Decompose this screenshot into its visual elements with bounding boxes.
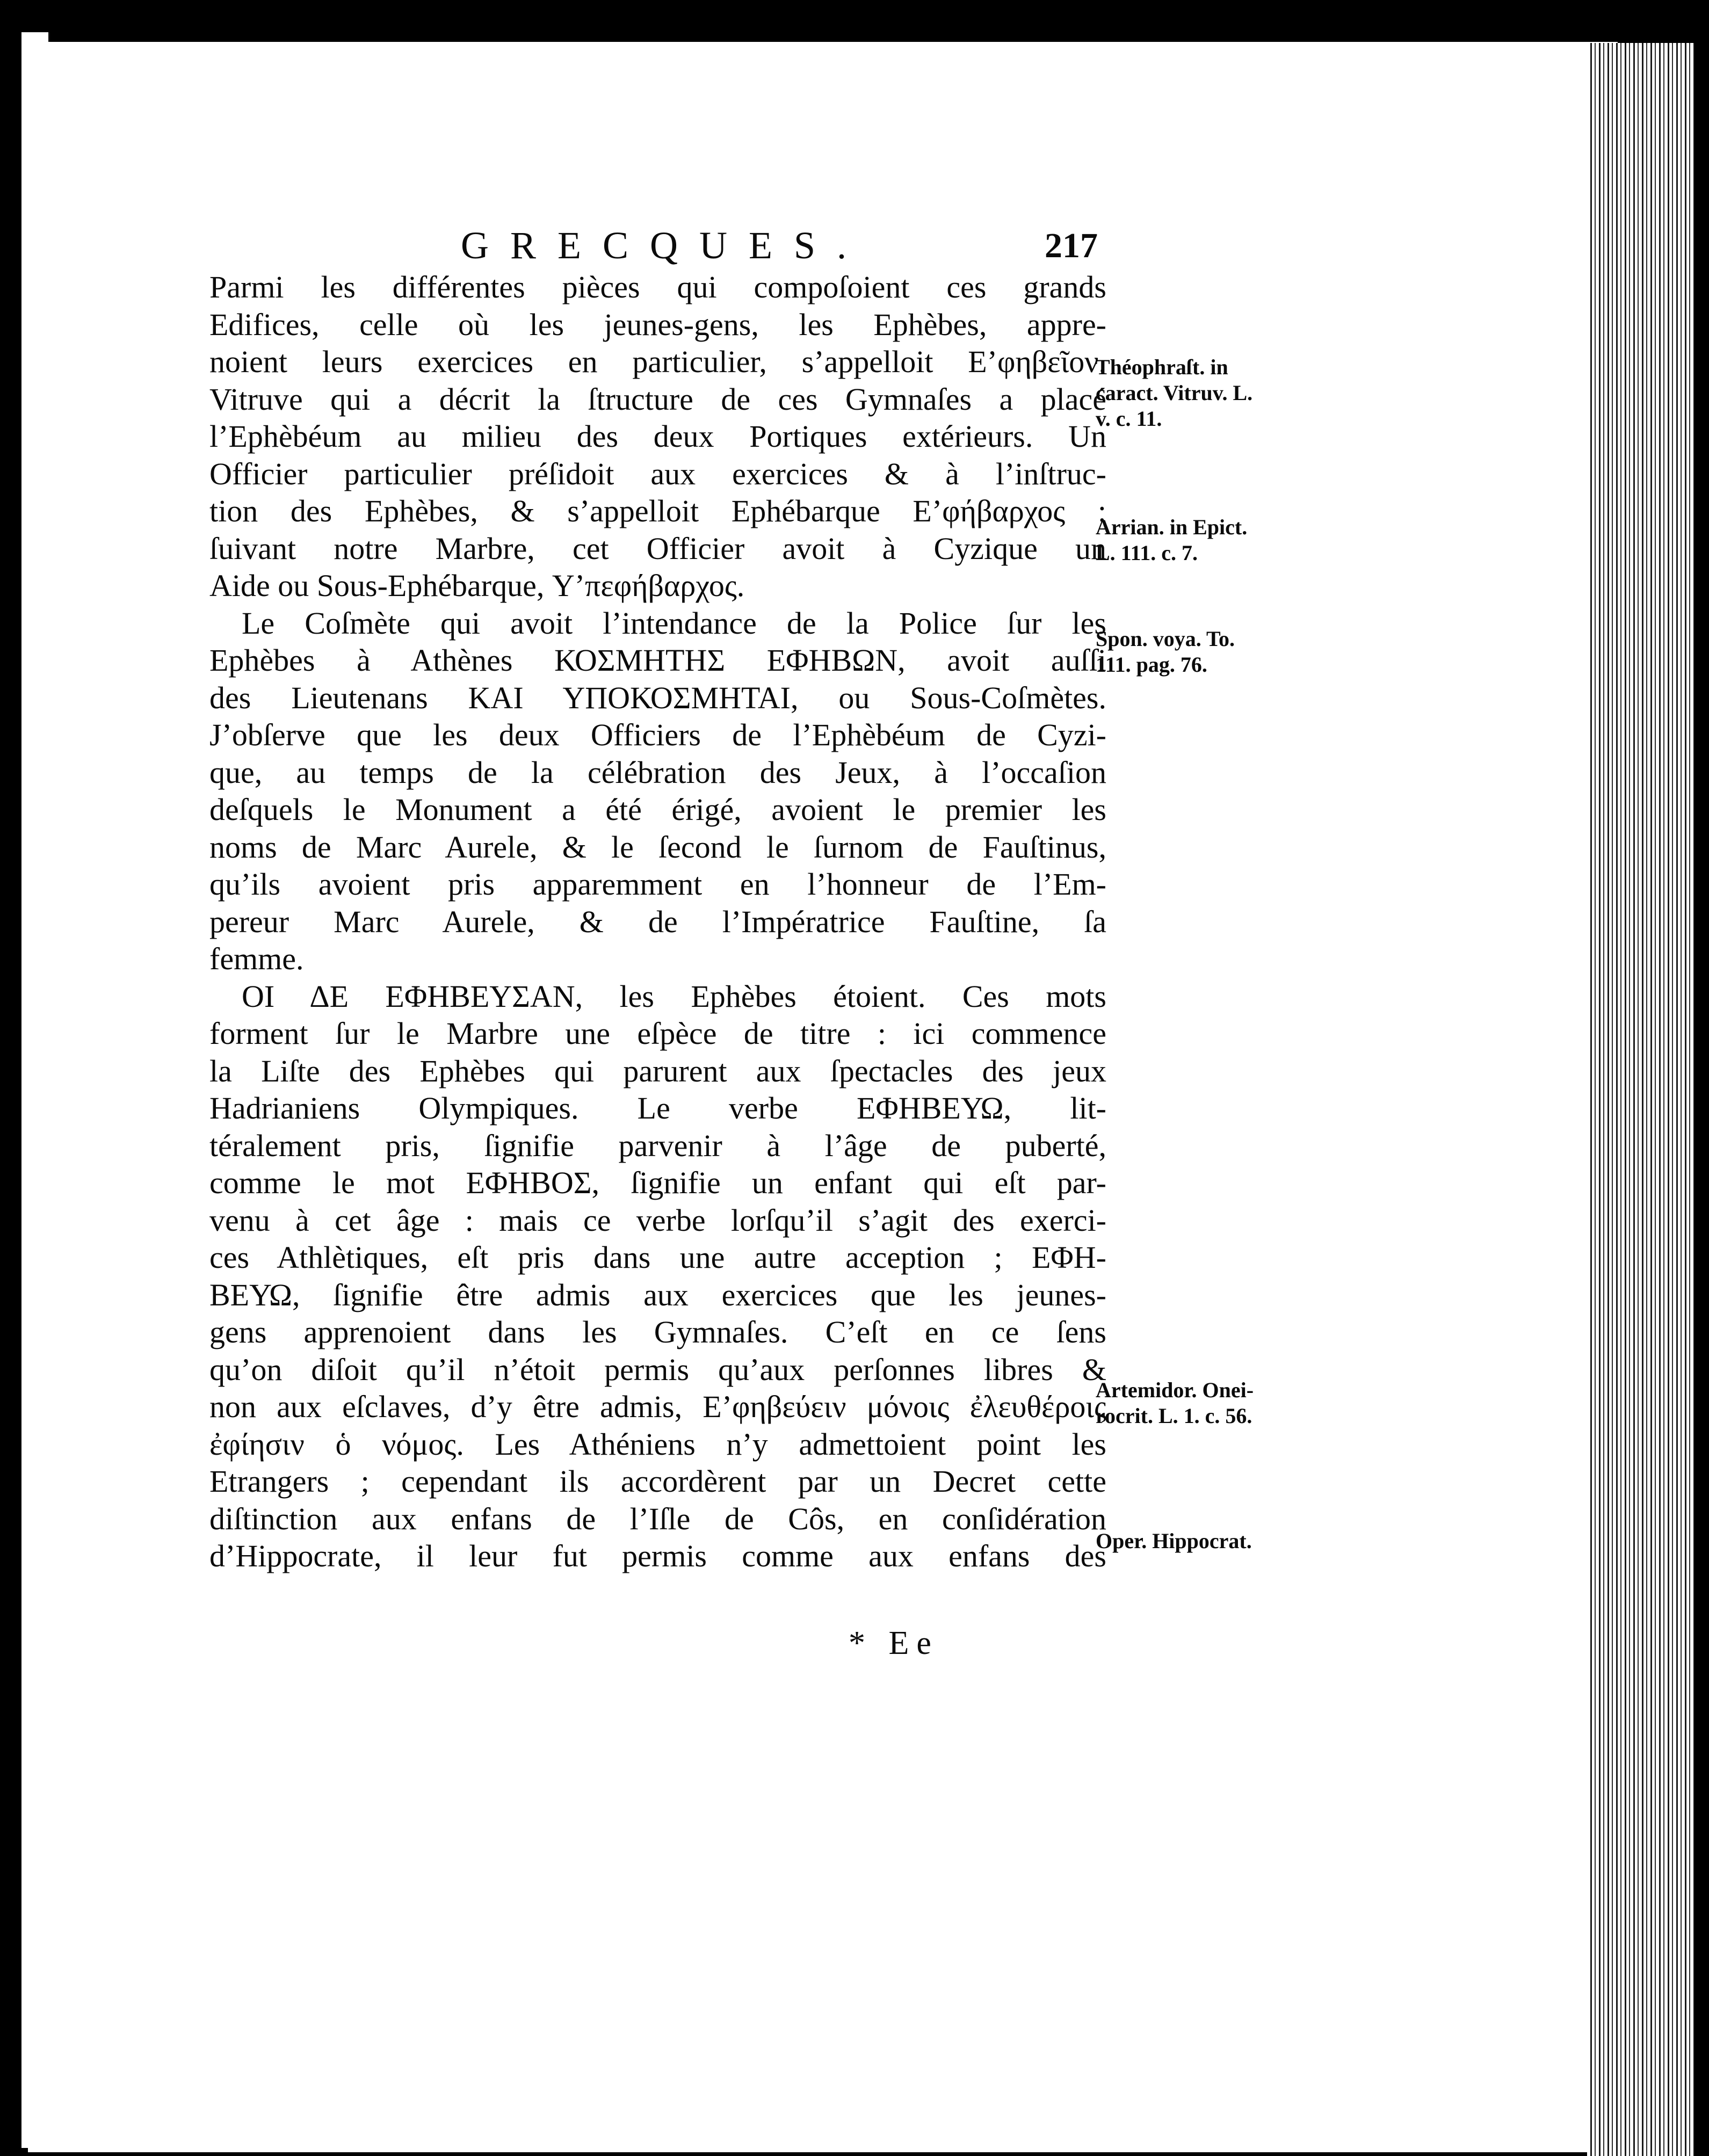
- text-line: non aux eſclaves, d’y être admis, Ε’φηβεύειν μόνοις ἐλευθέροις: [209, 1389, 1106, 1424]
- text-line: venu à cet âge : mais ce verbe lorſqu’il s’agit des exerci-: [209, 1202, 1106, 1238]
- margin-note-line: v. c. 11.: [1096, 406, 1162, 431]
- text-line: des Lieutenans ΚΑΙ ΥΠΟΚΟΣΜΗΤΑΙ, ou Sous-Coſmètes.: [209, 680, 1106, 715]
- text-line: diſtinction aux enfans de l’Iſle de Côs, en conſidération: [209, 1501, 1106, 1536]
- margin-note-arrian: [1096, 514, 1321, 566]
- text-line: gens apprenoient dans les Gymnaſes. C’eſt en ce ſens: [209, 1315, 1106, 1349]
- text-line: noient leurs exercices en particulier, s’appelloit Ε’φηβεῖον.: [209, 344, 1106, 379]
- text-line: Le Coſmète qui avoit l’intendance de la Police ſur les: [242, 605, 1106, 641]
- text-line: l’Ephèbéum au milieu des deux Portiques extérieurs. Un: [209, 419, 1106, 454]
- margin-note-line: Spon. voya. To.: [1096, 627, 1235, 651]
- main-text-block: [209, 268, 1106, 1575]
- text-line: ΟΙ ΔΕ ΕΦΗΒΕΥΣΑΝ, les Ephèbes étoient. Ces mots: [242, 978, 1106, 1014]
- margin-note-line: Arrian. in Epict.: [1096, 515, 1248, 539]
- text-line: comme le mot ΕΦΗΒΟΣ, ſignifie un enfant qui eſt par-: [209, 1165, 1106, 1200]
- margin-note-line: L. 111. c. 7.: [1096, 541, 1198, 565]
- text-line: Parmi les différentes pièces qui compoſoient ces grands: [209, 270, 1106, 304]
- margin-note-line: Théophraſt. in: [1096, 355, 1228, 379]
- text-line: Hadrianiens Olympiques. Le verbe ΕΦΗΒΕΥΩ, lit-: [209, 1091, 1106, 1126]
- margin-note-line: 111. pag. 76.: [1096, 652, 1207, 677]
- margin-note-artemidor: [1096, 1377, 1321, 1429]
- margin-note-hippocrat: [1096, 1528, 1321, 1554]
- text-line: la Liſte des Ephèbes qui parurent aux ſpectacles des jeux: [209, 1053, 1106, 1088]
- text-line: forment ſur le Marbre une eſpèce de titre : ici commence: [209, 1016, 1106, 1051]
- text-line: d’Hippocrate, il leur fut permis comme aux enfans des: [209, 1538, 1106, 1573]
- text-line: ΒΕΥΩ, ſignifie être admis aux exercices que les jeunes-: [209, 1277, 1106, 1312]
- margin-note-line: rocrit. L. 1. c. 56.: [1096, 1404, 1252, 1428]
- page-number: 217: [1045, 226, 1098, 265]
- margin-note-theophrast: [1096, 354, 1321, 432]
- margin-note-line: Artemidor. Onei-: [1096, 1378, 1254, 1402]
- text-line: téralement pris, ſignifie parvenir à l’âge de puberté,: [209, 1128, 1106, 1163]
- text-line: ἐφίησιν ὁ νόμος. Les Athéniens n’y admettoient point les: [209, 1426, 1106, 1462]
- text-line: deſquels le Monument a été érigé, avoient le premier les: [209, 792, 1106, 827]
- page-header: [0, 223, 1709, 266]
- running-head: GRECQUES.: [461, 224, 868, 267]
- text-line: qu’on diſoit qu’il n’étoit permis qu’aux perſonnes libres &: [209, 1352, 1106, 1387]
- margin-note-spon: [1096, 626, 1321, 678]
- text-line: Aide ou Sous-Ephébarque, Υ’πεφήβαρχος.: [209, 568, 745, 603]
- text-line: pereur Marc Aurele, & de l’Impératrice Fauſtine, ſa: [209, 904, 1106, 939]
- text-line: que, au temps de la célébration des Jeux, à l’occaſion: [209, 754, 1106, 790]
- text-line: Ephèbes à Athènes ΚΟΣΜΗΤΗΣ ΕΦΗΒΩΝ, avoit auſſi: [209, 643, 1106, 678]
- text-line: noms de Marc Aurele, & le ſecond le ſurnom de Fauſtinus,: [209, 829, 1106, 865]
- text-line: tion des Ephèbes, & s’appelloit Ephébarque Ε’φήβαρχος :: [209, 493, 1106, 528]
- page-fore-edge: [1587, 43, 1694, 2156]
- text-line: Vitruve qui a décrit la ſtructure de ces Gymnaſes a placé: [209, 381, 1106, 417]
- paragraph-1: [209, 268, 1106, 605]
- text-line: Edifices, celle où les jeunes-gens, les Ephèbes, appre-: [209, 307, 1106, 342]
- text-line: femme.: [209, 941, 304, 976]
- text-line: qu’ils avoient pris apparemment en l’honneur de l’Em-: [209, 867, 1106, 902]
- catchword: * Ee: [849, 1625, 939, 1661]
- margin-note-line: caract. Vitruv. L.: [1096, 381, 1253, 405]
- paragraph-2: [209, 605, 1106, 978]
- text-line: Officier particulier préſidoit aux exercices & à l’inſtruc-: [209, 456, 1106, 491]
- paragraph-3: [209, 978, 1106, 1575]
- text-line: Etrangers ; cependant ils accordèrent par un Decret cette: [209, 1464, 1106, 1499]
- text-line: ces Athlètiques, eſt pris dans une autre acception ; ΕΦΗ-: [209, 1240, 1106, 1275]
- text-line: ſuivant notre Marbre, cet Officier avoit à Cyzique un: [209, 531, 1106, 566]
- margin-note-line: Oper. Hippocrat.: [1096, 1529, 1252, 1553]
- text-line: J’obſerve que les deux Officiers de l’Ephèbéum de Cyzi-: [209, 717, 1106, 752]
